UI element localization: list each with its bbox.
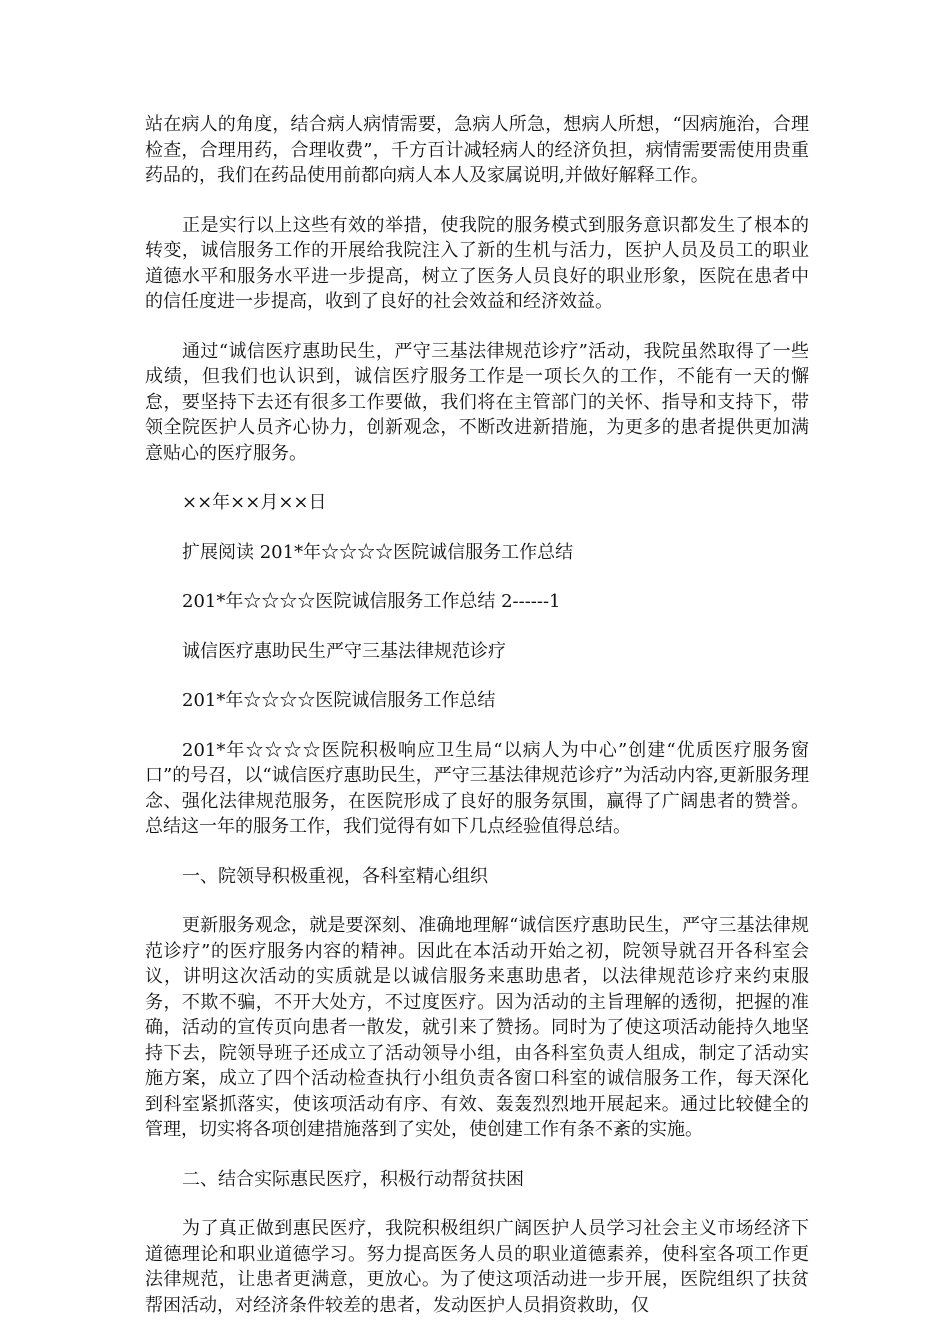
paragraph-conclusion: 通过“诚信医疗惠助民生，严守三基法律规范诊疗”活动，我院虽然取得了一些成绩，但我们也认识到，诚信医疗服务工作是一项长久的工作，不能有一天的懈怠，要坚持下去还有很多工作要做，我们将在主管部门的关怀、指导和支持下，带领全院医护人员齐心协力，创新观念，不断改进新措施，为更多的患者提供更加满意贴心的医疗服务。	[145, 340, 809, 464]
date-line: ××年××月××日	[182, 492, 327, 513]
document-title: 201*年☆☆☆☆医院诚信服务工作总结	[182, 690, 496, 711]
document-page	[145, 112, 809, 1342]
section-heading-2: 二、结合实际惠民医疗，积极行动帮贫扶困	[182, 1168, 524, 1190]
paragraph-continued-intro: 站在病人的角度，结合病人病情需要，急病人所急，想病人所想，“因病施治，合理检查，合理用药，合理收费”，千方百计减轻病人的经济负担，病情需要需使用贵重药品的，我们在药品使用前都向病人本人及家属说明,并做好解释工作。	[145, 114, 809, 186]
paragraph-results: 正是实行以上这些有效的举措，使我院的服务模式到服务意识都发生了根本的转变，诚信服务工作的开展给我院注入了新的生机与活力，医护人员及员工的职业道德水平和服务水平进一步提高，树立了医务人员良好的职业形象，医院在患者中的信任度进一步提高，收到了良好的社会效益和经济效益。	[145, 214, 809, 312]
document-subtitle: 201*年☆☆☆☆医院诚信服务工作总结 2------1	[182, 591, 561, 612]
extended-reading-heading: 扩展阅读 201*年☆☆☆☆医院诚信服务工作总结	[182, 541, 574, 563]
paragraph-overview: 201*年☆☆☆☆医院积极响应卫生局“以病人为中心”创建“优质医疗服务窗口”的号召，以“诚信医疗惠助民生，严守三基法律规范诊疗”为活动内容,更新服务理念、强化法律规范服务，在医院形成了良好的服务氛围，赢得了广阔患者的赞誉。总结这一年的服务工作，我们觉得有如下几点经验值得总结。	[145, 739, 809, 837]
activity-theme: 诚信医疗惠助民生严守三基法律规范诊疗	[182, 640, 506, 662]
paragraph-section-1: 更新服务观念，就是要深刻、准确地理解“诚信医疗惠助民生，严守三基法律规范诊疗”的医疗服务内容的精神。因此在本活动开始之初，院领导就召开各科室会议，讲明这次活动的实质就是以诚信服务来惠助患者，以法律规范诊疗来约束服务，不欺不骗，不开大处方，不过度医疗。因为活动的主旨理解的透彻，把握的准确，活动的宣传页向患者一散发，就引来了赞扬。同时为了使这项活动能持久地坚持下去，院领导班子还成立了活动领导小组，由各科室负责人组成，制定了活动实施方案，成立了四个活动检查执行小组负责各窗口科室的诚信服务工作，每天深化到科室紧抓落实，使该项活动有序、有效、轰轰烈烈地开展起来。通过比较健全的管理，切实将各项创建措施落到了实处，使创建工作有条不紊的实施。	[145, 915, 809, 1140]
section-heading-1: 一、院领导积极重视，各科室精心组织	[182, 865, 488, 887]
paragraph-section-2: 为了真正做到惠民医疗，我院积极组织广阔医护人员学习社会主义市场经济下道德理论和职业道德学习。努力提高医务人员的职业道德素养，使科室各项工作更法律规范，让患者更满意，更放心。为了使这项活动进一步开展，医院组织了扶贫帮困活动，对经济条件较差的患者，发动医护人员捐资救助，仅	[145, 1218, 809, 1316]
